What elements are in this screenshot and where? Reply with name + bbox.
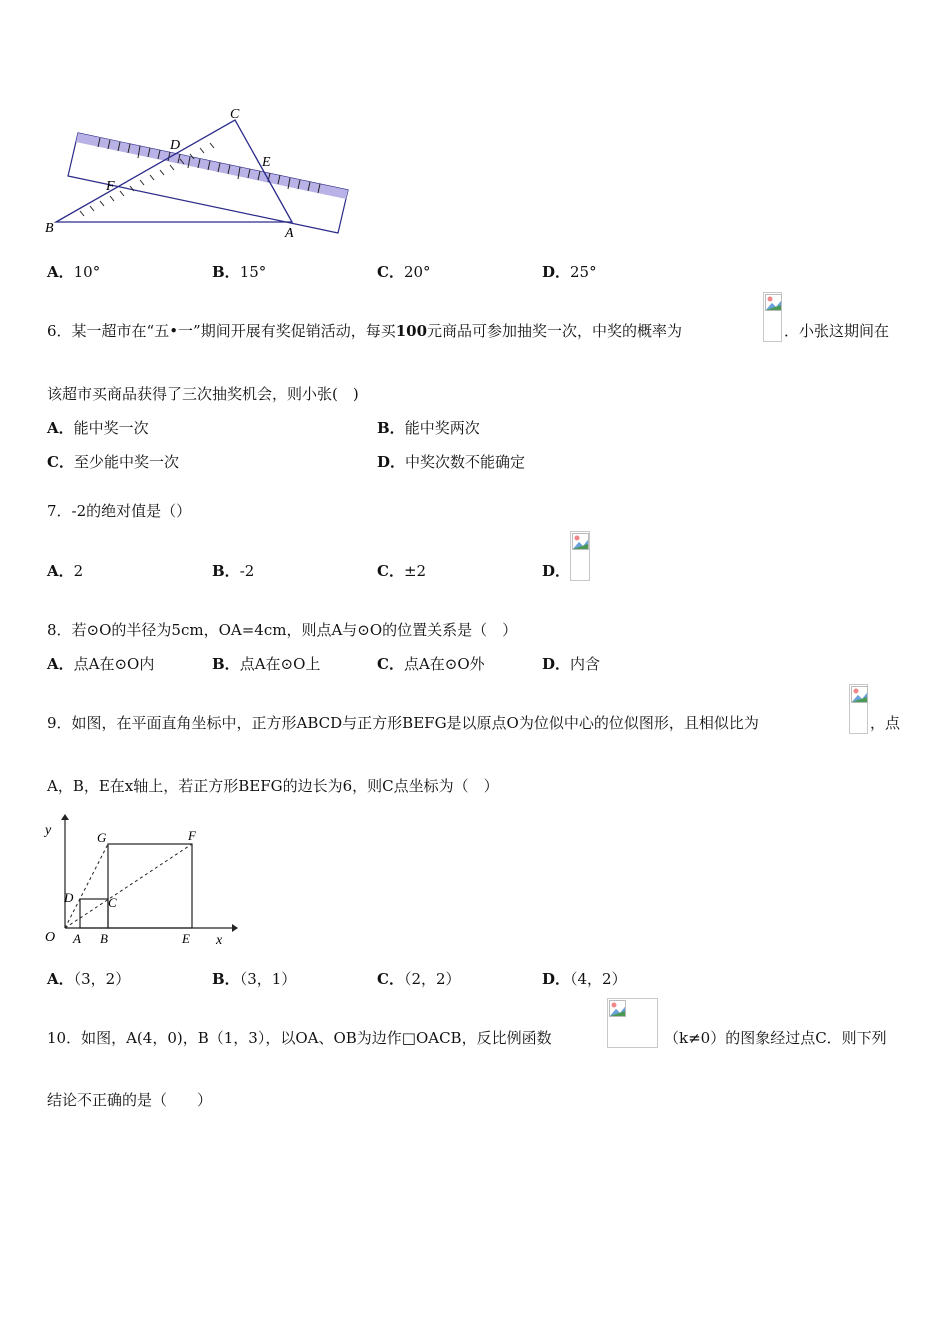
q9-stem-line2: A，B，E在x轴上，若正方形BEFG的边长为6，则C点坐标为（ ）	[47, 777, 499, 795]
q6-option-b: B．能中奖两次	[377, 419, 480, 437]
q9-option-d: D．（4，2）	[542, 970, 627, 988]
label-C: C	[108, 895, 117, 910]
q9-stem-line1-end: ，点	[870, 714, 901, 732]
label-D: D	[64, 890, 74, 905]
q8-stem: 8．若⊙O的半径为5cm，OA=4cm，则点A与⊙O的位置关系是（ ）	[47, 621, 518, 639]
q5-option-c: C．20°	[377, 263, 431, 281]
q8-option-a: A．点A在⊙O内	[47, 655, 155, 673]
q6-stem-line2: 该超市买商品获得了三次抽奖机会，则小张( )	[47, 385, 359, 403]
q9-option-c: C．（2，2）	[377, 970, 461, 988]
q8-option-b: B．点A在⊙O上	[212, 655, 321, 673]
axis-label-x: x	[216, 933, 223, 948]
label-G: G	[97, 830, 107, 845]
q7-stem: 7．-2的绝对值是（）	[47, 502, 192, 520]
broken-image-icon	[570, 531, 590, 581]
q5-option-a: A．10°	[47, 263, 101, 281]
broken-image-icon	[607, 998, 658, 1048]
label-D: D	[170, 138, 181, 153]
q10-stem-line1-end: （k≠0）的图象经过点C．则下列	[664, 1029, 887, 1047]
broken-image-icon	[763, 292, 782, 342]
label-F: F	[188, 828, 196, 843]
q9-option-b: B．（3，1）	[212, 970, 297, 988]
q6-option-d: D．中奖次数不能确定	[377, 453, 526, 471]
q9-stem-line1: 9．如图，在平面直角坐标中，正方形ABCD与正方形BEFG是以原点O为位似中心的位似图形，且相似比为	[47, 714, 759, 732]
q6-option-a: A．能中奖一次	[47, 419, 149, 437]
q7-option-b: B．-2	[212, 562, 255, 580]
q8-option-c: C．点A在⊙O外	[377, 655, 485, 673]
q7-option-c: C．±2	[377, 562, 427, 580]
q10-stem-line2: 结论不正确的是（ ）	[47, 1091, 213, 1109]
ruler-triangle-figure	[40, 100, 360, 245]
q7-option-a: A．2	[47, 562, 84, 580]
q6-stem-line1: 6．某一超市在“五•一”期间开展有奖促销活动，每买100元商品可参加抽奖一次，中奖的概率为	[47, 322, 683, 340]
label-A: A	[73, 931, 81, 946]
q9-option-a: A．（3，2）	[47, 970, 131, 988]
label-A: A	[285, 226, 294, 241]
q10-stem-line1: 10．如图，A(4，0)，B（1，3），以OA、OB为边作□OACB，反比例函数	[47, 1029, 552, 1047]
label-E: E	[262, 155, 271, 170]
q5-option-d: D．25°	[542, 263, 597, 281]
q8-option-d: D．内含	[542, 655, 601, 673]
q6-option-c: C．至少能中奖一次	[47, 453, 179, 471]
q7-option-d: D．	[542, 562, 571, 580]
broken-image-icon	[849, 684, 868, 734]
label-O: O	[45, 930, 56, 945]
label-F: F	[106, 179, 115, 194]
q6-stem-line1-end: ．小张这期间在	[784, 322, 890, 340]
label-E: E	[182, 931, 190, 946]
label-C: C	[230, 107, 240, 122]
q5-option-b: B．15°	[212, 263, 267, 281]
label-B: B	[100, 931, 108, 946]
label-B: B	[45, 221, 54, 236]
axis-label-y: y	[45, 823, 52, 838]
similar-squares-figure	[40, 810, 240, 950]
